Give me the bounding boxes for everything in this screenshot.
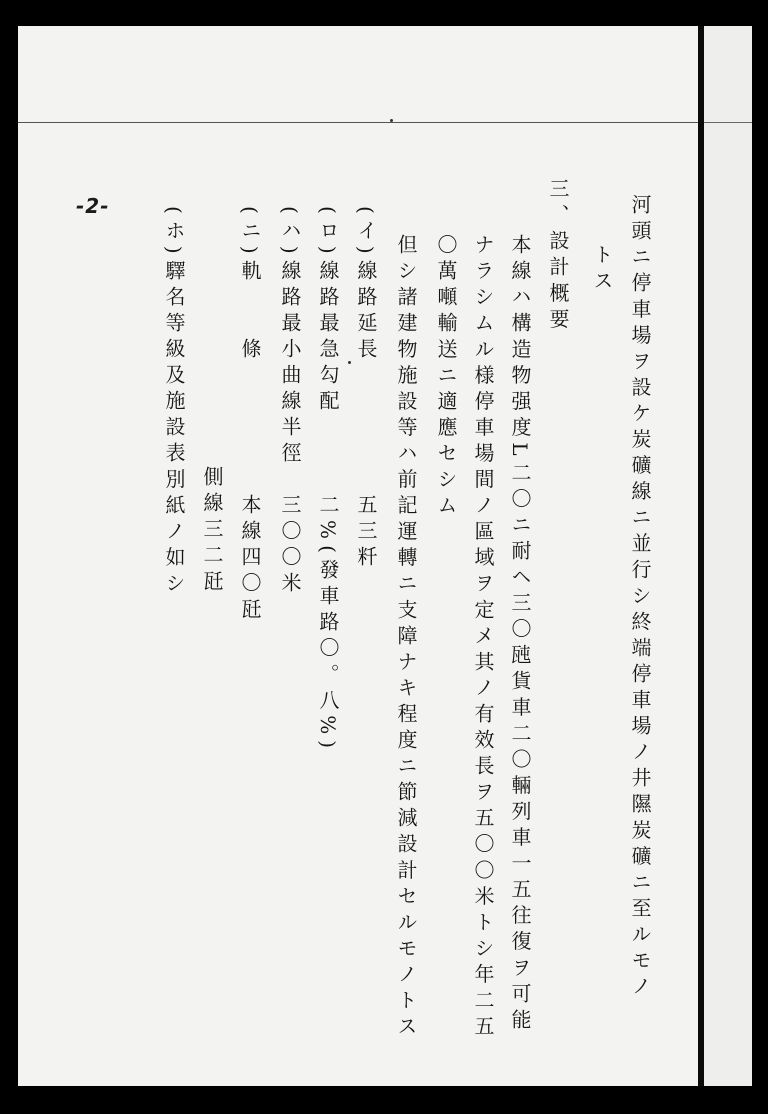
text-line-4: 本線ハ構造物强度L二〇ニ耐ヘ三〇瓲貨車二〇輛列車一五往復ヲ可能 bbox=[508, 234, 532, 1035]
text-line-6: 〇萬噸輸送ニ適應セシム bbox=[434, 234, 458, 521]
item-label-i: (イ)線路延長 bbox=[354, 206, 378, 364]
item-value-i: 五三粁 bbox=[354, 494, 378, 573]
text-line-5: ナラシムル様停車場間ノ區域ヲ定メ其ノ有效長ヲ五〇〇米トシ年二五 bbox=[471, 234, 495, 1042]
speck bbox=[348, 361, 351, 364]
item-value-ni-side: 側線三二瓩 bbox=[200, 466, 224, 597]
item-value-ni-main: 本線四〇瓩 bbox=[238, 494, 262, 625]
speck bbox=[390, 119, 393, 122]
text-line-1: 河頭ニ停車場ヲ設ケ炭礦線ニ並行シ終端停車場ノ井隰炭礦ニ至ルモノ bbox=[628, 194, 652, 1002]
item-label-ro: (ロ)線路最急勾配 bbox=[316, 206, 340, 417]
fold-line bbox=[704, 122, 752, 123]
page-number: -2- bbox=[76, 194, 110, 218]
adjacent-page-strip bbox=[704, 26, 752, 1086]
item-value-ha: 三〇〇米 bbox=[278, 494, 302, 599]
item-label-ha: (ハ)線路最小曲線半徑 bbox=[278, 206, 302, 469]
item-label-ni: (ニ)軌 條 bbox=[238, 206, 262, 364]
text-line-7: 但シ諸建物施設等ハ前記運轉ニ支障ナキ程度ニ節減設計セルモノトス bbox=[394, 234, 418, 1042]
item-value-ro: 二%(發車路〇。八%) bbox=[316, 494, 340, 755]
text-line-2: トス bbox=[590, 244, 614, 297]
item-line-ho: (ホ)驛名等級及施設表別紙ノ如シ bbox=[162, 206, 186, 599]
fold-line bbox=[18, 122, 698, 123]
section-heading: 三、設計概要 bbox=[546, 178, 570, 335]
document-page bbox=[18, 26, 698, 1086]
